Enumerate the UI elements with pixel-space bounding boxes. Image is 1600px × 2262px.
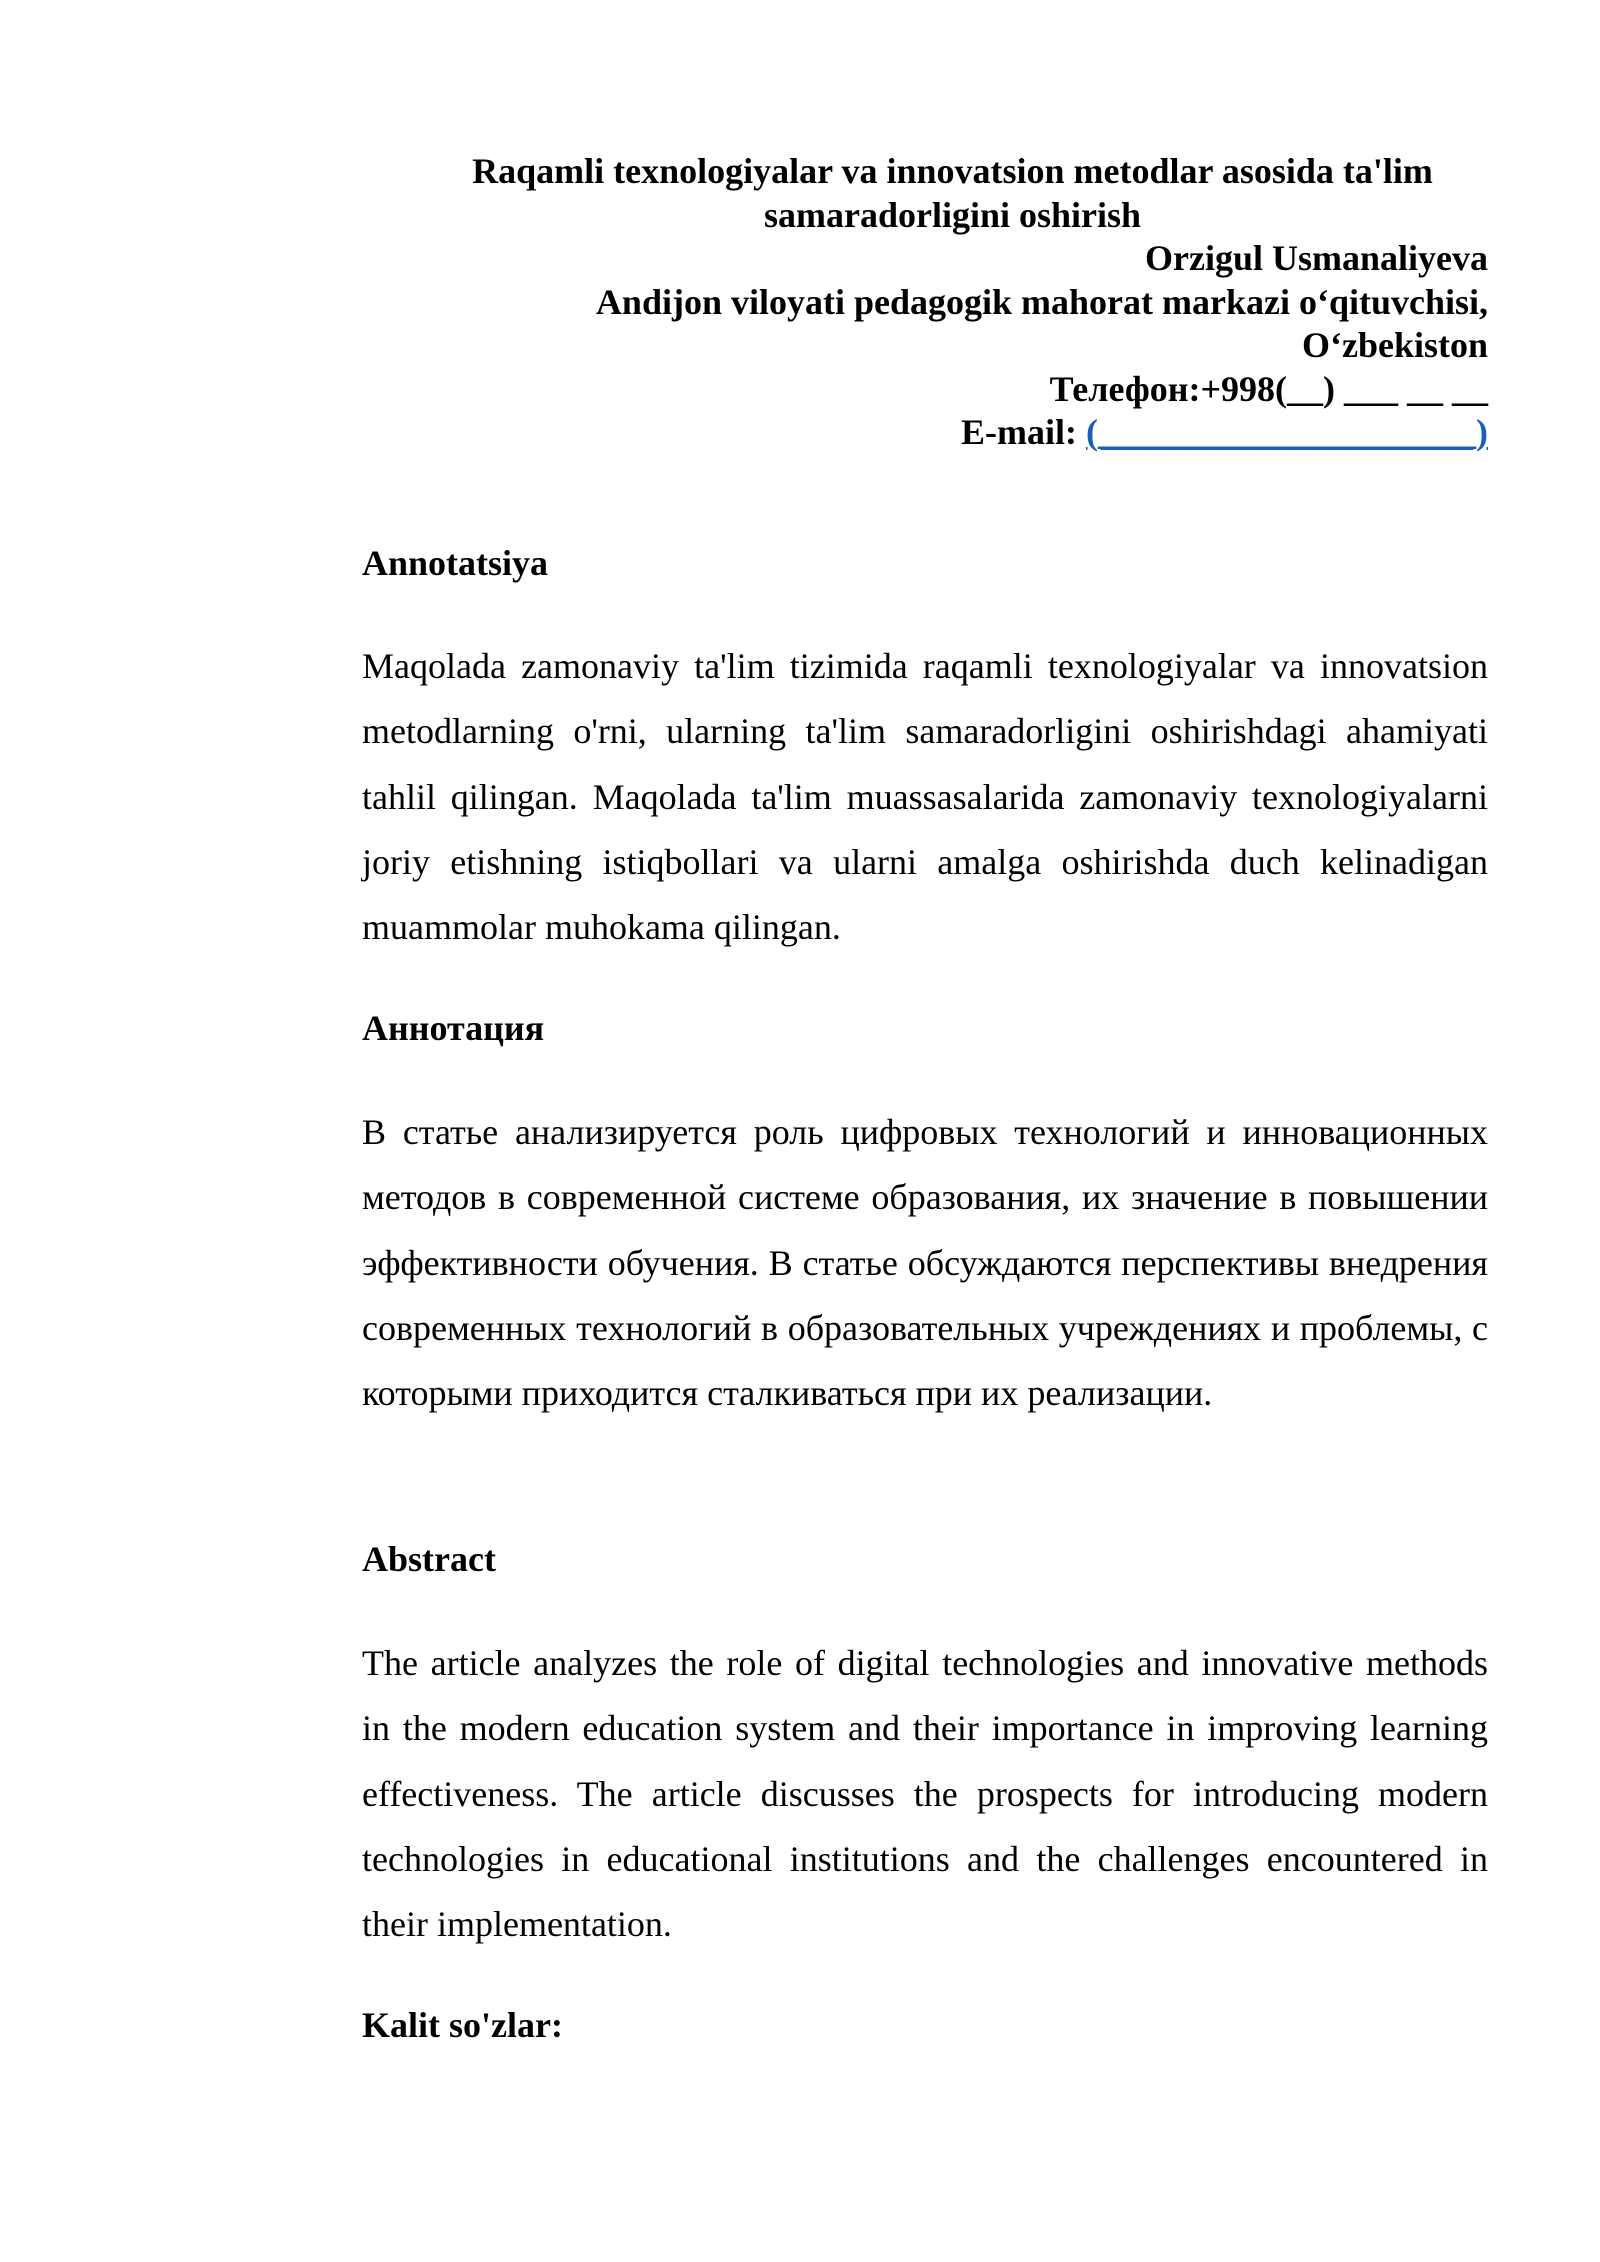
section-annotation-ru-body	[362, 1100, 1488, 1426]
section-heading: Abstract	[362, 1539, 496, 1579]
section-annotatsiya	[362, 541, 1488, 585]
section-heading: Kalit so'zlar:	[362, 2005, 563, 2045]
section-annotatsiya-body	[362, 634, 1488, 960]
article-title	[362, 150, 1488, 237]
section-keywords	[362, 2003, 1488, 2047]
author-phone: Телефон:+998(__) ___ __ __	[1049, 368, 1488, 409]
email-label: E-mail:	[961, 412, 1087, 452]
section-heading: Аннотация	[362, 1008, 545, 1048]
author-email-line	[362, 411, 1488, 455]
section-abstract	[362, 1537, 1488, 1581]
annotatsiya-paragraph: Maqolada zamonaviy ta'lim tizimida raqamli texnologiyalar va innovatsion metodlarning o'rni, ularning ta'lim samaradorligini oshirishdagi ahamiyati tahlil qilingan. Maqolada ta'lim muassasalarida zamonaviy texnologiyalarni joriy etishning istiqbollari va ularni amalga oshirishda duch kelinadigan muammolar muhokama qilingan.	[362, 646, 1488, 948]
section-abstract-body	[362, 1631, 1488, 1957]
article-header	[362, 150, 1488, 455]
section-heading: Annotatsiya	[362, 543, 549, 583]
abstract-paragraph: The article analyzes the role of digital technologies and innovative methods in the modern education system and their importance in improving learning effectiveness. The article discusses the prospects for introducing modern technologies in educational institutions and the challenges encountered in their implementation.	[362, 1643, 1488, 1945]
section-annotation-ru	[362, 1006, 1488, 1050]
email-link[interactable]: (_____________________)	[1086, 412, 1488, 452]
annotation-ru-paragraph: В статье анализируется роль цифровых технологий и инновационных методов в современной системе образования, их значение в повышении эффективности обучения. В статье обсуждаются перспективы внедрения современных технологий в образовательных учреждениях и проблемы, с которыми приходится сталкиваться при их реализации.	[362, 1112, 1488, 1414]
author-name: Orzigul Usmanaliyeva	[1145, 238, 1488, 278]
author-affiliation-line-1: Andijon viloyati pedagogik mahorat markazi o‘qituvchisi,	[595, 281, 1488, 322]
title-line-1: Raqamli texnologiyalar va innovatsion metodlar asosida ta'lim	[472, 151, 1433, 191]
title-line-2: samaradorligini oshirish	[763, 194, 1142, 235]
author-affiliation-line-2: O‘zbekiston	[1301, 325, 1488, 365]
